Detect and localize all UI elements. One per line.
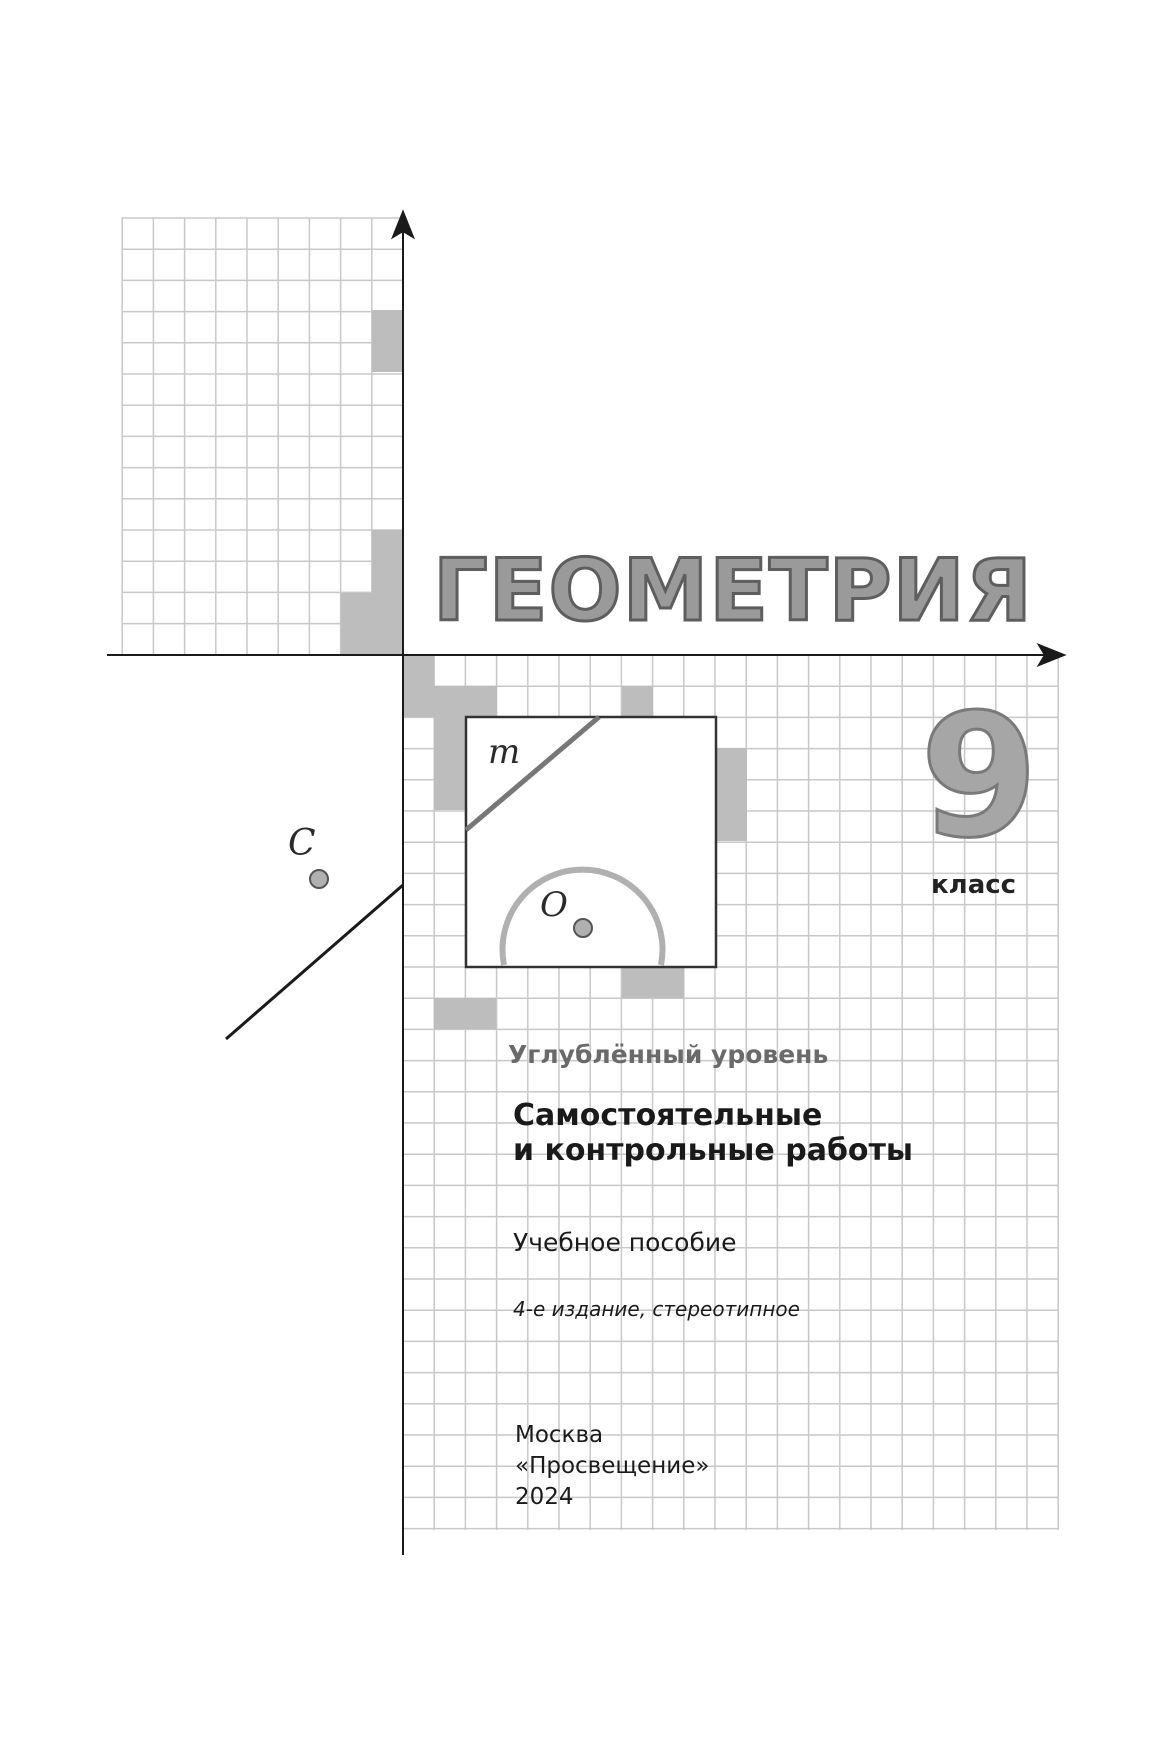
- imprint: [515, 1420, 709, 1513]
- imprint-year: 2024: [515, 1484, 574, 1510]
- imprint-city: Москва: [515, 1422, 604, 1448]
- line-label-m: m: [488, 732, 521, 772]
- point-label-c: C: [288, 823, 316, 864]
- point-c: [310, 870, 328, 888]
- grid-top-left: [122, 218, 403, 655]
- grade-word: класс: [931, 870, 1017, 900]
- point-o: [574, 919, 592, 937]
- main-title: [513, 1098, 913, 1168]
- point-label-o: O: [540, 885, 568, 925]
- edition-note: 4-е издание, стереотипное: [513, 1297, 800, 1321]
- level-label: Углублённый уровень: [508, 1040, 829, 1069]
- subtitle: Учебное пособие: [513, 1228, 737, 1257]
- grade-number: 9: [920, 678, 1039, 876]
- imprint-publisher: «Просвещение»: [515, 1453, 710, 1479]
- book-title: ГЕОМЕТРИЯ: [433, 541, 1033, 641]
- main-title-line-1: Самостоятельные: [513, 1098, 823, 1133]
- main-title-line-2: и контрольные работы: [513, 1133, 914, 1168]
- diagonal-line: [226, 885, 403, 1039]
